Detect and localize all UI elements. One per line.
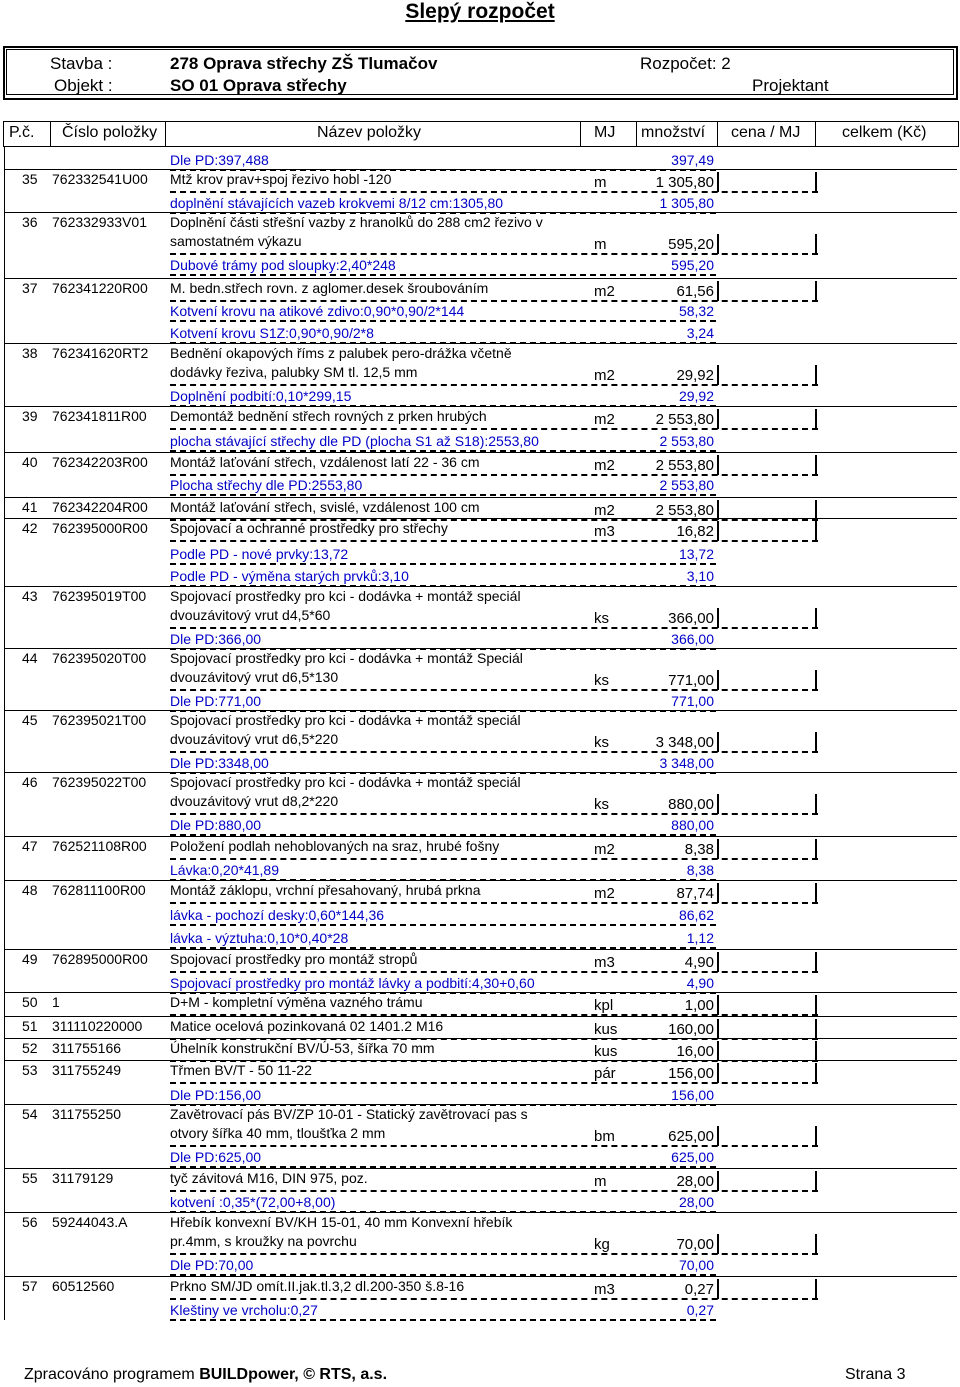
item-unit: m2 bbox=[594, 283, 615, 300]
row-separator bbox=[5, 949, 957, 950]
item-name-line: Demontáž bednění střech rovných z prken hrubých bbox=[170, 408, 487, 424]
subcalc-text: Dle PD:397,488 bbox=[170, 152, 269, 168]
item-name-line: Spojovací prostředky pro kci - dodávka + montáž speciál bbox=[170, 774, 521, 790]
col-celkem: celkem (Kč) bbox=[842, 124, 927, 141]
subcalc-quantity: 58,32 bbox=[678, 303, 714, 319]
total-box-tick bbox=[815, 1063, 817, 1083]
price-box-tick bbox=[717, 409, 719, 429]
item-unit: kus bbox=[594, 1043, 618, 1060]
col-nazev: Název položky bbox=[317, 124, 422, 141]
subcalc-text: lávka - výztuha:0,10*0,40*28 bbox=[170, 930, 349, 946]
item-unit: m bbox=[594, 174, 607, 191]
item-name-line: dvouzávitový vrut d4,5*60 bbox=[170, 607, 331, 623]
item-quantity: 3 348,00 bbox=[655, 734, 714, 751]
price-box-tick bbox=[717, 500, 719, 520]
row-dash bbox=[170, 1253, 818, 1255]
item-code: 762332933V01 bbox=[52, 214, 147, 230]
price-box-tick bbox=[717, 1063, 719, 1083]
subcalc-text: Plocha střechy dle PD:2553,80 bbox=[170, 477, 363, 493]
total-box-tick bbox=[815, 670, 817, 690]
item-quantity: 61,56 bbox=[676, 283, 714, 300]
row-separator bbox=[5, 212, 957, 213]
subcalc-quantity: 3,10 bbox=[686, 568, 714, 584]
item-code: 311755250 bbox=[52, 1106, 122, 1122]
footer-company: BUILDpower, © RTS, a.s. bbox=[199, 1366, 388, 1383]
item-name-line: pr.4mm, s kroužky na povrchu bbox=[170, 1233, 357, 1249]
subcalc-quantity: 29,92 bbox=[678, 388, 714, 404]
item-code: 311755249 bbox=[52, 1062, 122, 1078]
item-unit: m2 bbox=[594, 411, 615, 428]
item-code: 762395022T00 bbox=[52, 774, 147, 790]
price-box-tick bbox=[717, 365, 719, 385]
row-dash bbox=[170, 384, 818, 386]
price-box-tick bbox=[717, 995, 719, 1015]
row-separator bbox=[5, 1016, 957, 1017]
row-separator bbox=[5, 406, 957, 407]
item-unit: m2 bbox=[594, 885, 615, 902]
total-box-tick bbox=[815, 234, 817, 254]
item-quantity: 880,00 bbox=[668, 796, 714, 813]
total-box-tick bbox=[815, 455, 817, 475]
objekt-label: Objekt : bbox=[54, 76, 113, 95]
item-number: 46 bbox=[22, 774, 38, 790]
row-dash bbox=[170, 1190, 818, 1192]
item-quantity: 160,00 bbox=[668, 1021, 714, 1038]
subcalc-quantity: 1 305,80 bbox=[659, 195, 714, 211]
subcalc-quantity: 3,24 bbox=[686, 325, 714, 341]
item-quantity: 595,20 bbox=[668, 236, 714, 253]
stavba-label: Stavba : bbox=[50, 54, 113, 73]
item-code: 762395020T00 bbox=[52, 650, 147, 666]
item-quantity: 87,74 bbox=[676, 885, 714, 902]
subcalc-text: kotvení :0,35*(72,00+8,00) bbox=[170, 1194, 336, 1210]
subcalc-text: Kleštiny ve vrcholu:0,27 bbox=[170, 1302, 318, 1318]
subcalc-quantity: 86,62 bbox=[678, 907, 714, 923]
row-separator bbox=[5, 452, 957, 453]
item-unit: kg bbox=[594, 1236, 610, 1253]
item-code: 1 bbox=[52, 994, 60, 1010]
item-quantity: 0,27 bbox=[684, 1281, 714, 1298]
item-unit: ks bbox=[594, 796, 609, 813]
item-code: 762395021T00 bbox=[52, 712, 147, 728]
item-unit: ks bbox=[594, 734, 609, 751]
row-separator bbox=[5, 772, 957, 773]
subcalc-text: Dle PD:156,00 bbox=[170, 1087, 262, 1103]
item-code: 762395000R00 bbox=[52, 520, 148, 536]
total-box-tick bbox=[815, 732, 817, 752]
subcalc-text: lávka - pochozí desky:0,60*144,36 bbox=[170, 907, 385, 923]
item-quantity: 156,00 bbox=[668, 1065, 714, 1082]
subcalc-text: Doplnění podbití:0,10*299,15 bbox=[170, 388, 352, 404]
item-name-line: Bednění okapových říms z palubek pero-drážka včetně bbox=[170, 345, 512, 361]
subcalc-text: Dle PD:3348,00 bbox=[170, 755, 269, 771]
subcalc-dash bbox=[170, 494, 716, 496]
total-box-tick bbox=[815, 365, 817, 385]
subcalc-quantity: 156,00 bbox=[671, 1087, 714, 1103]
row-dash bbox=[170, 253, 818, 255]
total-box-tick bbox=[815, 1041, 817, 1061]
item-quantity: 625,00 bbox=[668, 1128, 714, 1145]
row-dash bbox=[170, 1298, 818, 1300]
item-quantity: 70,00 bbox=[676, 1236, 714, 1253]
price-box-tick bbox=[717, 952, 719, 972]
item-name-line: dvouzávitový vrut d6,5*220 bbox=[170, 731, 339, 747]
item-number: 38 bbox=[22, 345, 38, 361]
price-box-tick bbox=[717, 839, 719, 859]
subcalc-quantity: 2 553,80 bbox=[659, 477, 714, 493]
col-cislo: Číslo položky bbox=[62, 124, 158, 141]
item-code: 762341220R00 bbox=[52, 280, 148, 296]
price-box-tick bbox=[717, 670, 719, 690]
item-number: 40 bbox=[22, 454, 38, 470]
item-quantity: 1 305,80 bbox=[655, 174, 714, 191]
item-code: 31179129 bbox=[52, 1170, 114, 1186]
item-name-line: Prkno SM/JD omít.II.jak.tl.3,2 dl.200-350 š.8-16 bbox=[170, 1278, 465, 1294]
item-unit: m bbox=[594, 1173, 607, 1190]
subcalc-text: plocha stávající střechy dle PD (plocha S1 až S18):2553,80 bbox=[170, 433, 539, 449]
subcalc-text: Dle PD:880,00 bbox=[170, 817, 262, 833]
item-name-line: D+M - kompletní výměna vazného trámu bbox=[170, 994, 423, 1010]
item-number: 53 bbox=[22, 1062, 38, 1078]
item-name-line: Montáž laťování střech, svislé, vzdálenost 100 cm bbox=[170, 499, 480, 515]
page-title: Slepý rozpočet bbox=[405, 0, 555, 23]
item-code: 60512560 bbox=[52, 1278, 115, 1294]
total-box-tick bbox=[815, 1234, 817, 1254]
item-code: 762341620RT2 bbox=[52, 345, 149, 361]
subcalc-text: Spojovací prostředky pro montáž lávky a podbití:4,30+0,60 bbox=[170, 975, 535, 991]
price-box-tick bbox=[717, 1126, 719, 1146]
row-dash bbox=[170, 902, 818, 904]
total-box-tick bbox=[815, 608, 817, 628]
row-separator bbox=[5, 1060, 957, 1061]
row-separator bbox=[5, 586, 957, 587]
row-separator bbox=[5, 992, 957, 993]
item-name-line: Montáž laťování střech, vzdálenost latí 22 - 36 cm bbox=[170, 454, 480, 470]
item-name-line: M. bedn.střech rovn. z aglomer.desek šroubováním bbox=[170, 280, 489, 296]
item-name-line: dvouzávitový vrut d6,5*130 bbox=[170, 669, 339, 685]
item-code: 762395019T00 bbox=[52, 588, 147, 604]
subcalc-text: Dubové trámy pod sloupky:2,40*248 bbox=[170, 257, 396, 273]
row-dash bbox=[170, 971, 818, 973]
stavba-value: 278 Oprava střechy ZŠ Tlumačov bbox=[170, 54, 438, 73]
item-number: 39 bbox=[22, 408, 38, 424]
subcalc-quantity: 3 348,00 bbox=[659, 755, 714, 771]
item-unit: pár bbox=[594, 1065, 616, 1082]
row-dash bbox=[170, 191, 818, 193]
row-dash bbox=[170, 1082, 818, 1084]
total-box-tick bbox=[815, 1279, 817, 1299]
page-number: Strana 3 bbox=[845, 1366, 906, 1383]
item-number: 50 bbox=[22, 994, 38, 1010]
item-code: 762332541U00 bbox=[52, 171, 148, 187]
item-name-line: Spojovací prostředky pro kci - dodávka + montáž Speciál bbox=[170, 650, 523, 666]
item-unit: m2 bbox=[594, 367, 615, 384]
item-number: 49 bbox=[22, 951, 38, 967]
item-name-line: tyč závitová M16, DIN 975, poz. bbox=[170, 1170, 368, 1186]
row-separator bbox=[5, 1212, 957, 1213]
subcalc-dash bbox=[170, 924, 716, 926]
item-name-line: otvory šířka 40 mm, tloušťka 2 mm bbox=[170, 1125, 386, 1141]
total-box-tick bbox=[815, 281, 817, 301]
item-unit: kus bbox=[594, 1021, 618, 1038]
price-box-tick bbox=[717, 521, 719, 541]
item-quantity: 8,38 bbox=[684, 841, 714, 858]
item-number: 36 bbox=[22, 214, 38, 230]
subcalc-text: Lávka:0,20*41,89 bbox=[170, 862, 279, 878]
col-mj: MJ bbox=[594, 124, 616, 141]
row-separator bbox=[5, 1168, 957, 1169]
subcalc-dash bbox=[170, 274, 716, 276]
item-number: 42 bbox=[22, 520, 38, 536]
footer-prefix: Zpracováno programem bbox=[24, 1366, 200, 1383]
item-name-line: Spojovací prostředky pro montáž stropů bbox=[170, 951, 418, 967]
total-box-tick bbox=[815, 794, 817, 814]
row-dash bbox=[170, 474, 818, 476]
item-quantity: 771,00 bbox=[668, 672, 714, 689]
item-unit: m3 bbox=[594, 523, 615, 540]
subcalc-quantity: 625,00 bbox=[671, 1149, 714, 1165]
subcalc-quantity: 366,00 bbox=[671, 631, 714, 647]
row-separator bbox=[5, 343, 957, 344]
total-box-tick bbox=[815, 1019, 817, 1039]
row-separator bbox=[5, 1038, 957, 1039]
col-cena: cena / MJ bbox=[731, 124, 801, 141]
row-separator bbox=[5, 648, 957, 649]
item-quantity: 16,00 bbox=[676, 1043, 714, 1060]
subcalc-text: Podle PD - nové prvky:13,72 bbox=[170, 546, 349, 562]
item-number: 45 bbox=[22, 712, 38, 728]
row-dash bbox=[170, 689, 818, 691]
item-name-line: Třmen BV/T - 50 11-22 bbox=[170, 1062, 312, 1078]
item-number: 35 bbox=[22, 171, 38, 187]
subcalc-dash bbox=[170, 320, 716, 322]
item-quantity: 29,92 bbox=[676, 367, 714, 384]
item-number: 52 bbox=[22, 1040, 38, 1056]
subcalc-dash bbox=[170, 1319, 716, 1321]
item-unit: kpl bbox=[594, 997, 614, 1014]
total-box-tick bbox=[815, 839, 817, 859]
subcalc-text: Dle PD:70,00 bbox=[170, 1257, 254, 1273]
price-box-tick bbox=[717, 1234, 719, 1254]
price-box-tick bbox=[717, 1171, 719, 1191]
item-unit: bm bbox=[594, 1128, 615, 1145]
table-left-border bbox=[4, 146, 5, 1320]
item-code: 311110220000 bbox=[52, 1018, 143, 1034]
subcalc-quantity: 13,72 bbox=[678, 546, 714, 562]
item-name-line: Spojovací a ochranné prostředky pro střechy bbox=[170, 520, 448, 536]
subcalc-text: Kotvení krovu S1Z:0,90*0,90/2*8 bbox=[170, 325, 374, 341]
item-name-line: Položení podlah nehoblovaných na sraz, hrubé fošny bbox=[170, 838, 500, 854]
item-quantity: 2 553,80 bbox=[655, 502, 714, 519]
price-box-tick bbox=[717, 883, 719, 903]
footer-program bbox=[24, 1366, 387, 1384]
objekt-value: SO 01 Oprava střechy bbox=[170, 76, 347, 95]
item-number: 41 bbox=[22, 499, 38, 515]
row-separator bbox=[5, 1104, 957, 1105]
item-number: 44 bbox=[22, 650, 38, 666]
price-box-tick bbox=[717, 1019, 719, 1039]
total-box-tick bbox=[815, 409, 817, 429]
total-box-tick bbox=[815, 1171, 817, 1191]
item-number: 43 bbox=[22, 588, 38, 604]
subcalc-text: Podle PD - výměna starých prvků:3,10 bbox=[170, 568, 409, 584]
item-number: 57 bbox=[22, 1278, 38, 1294]
row-dash bbox=[170, 751, 818, 753]
price-box-tick bbox=[717, 732, 719, 752]
item-quantity: 2 553,80 bbox=[655, 411, 714, 428]
row-dash bbox=[170, 428, 818, 430]
row-dash bbox=[170, 627, 818, 629]
item-code: 762895000R00 bbox=[52, 951, 148, 967]
item-number: 55 bbox=[22, 1170, 38, 1186]
subcalc-text: Kotvení krovu na atikové zdivo:0,90*0,90/2*144 bbox=[170, 303, 465, 319]
row-dash bbox=[170, 858, 818, 860]
item-number: 47 bbox=[22, 838, 38, 854]
item-name-line: Úhelník konstrukční BV/Ú-53, šířka 70 mm bbox=[170, 1040, 435, 1056]
subcalc-quantity: 880,00 bbox=[671, 817, 714, 833]
subcalc-quantity: 70,00 bbox=[678, 1257, 714, 1273]
row-separator bbox=[5, 278, 957, 279]
item-number: 51 bbox=[22, 1018, 38, 1034]
item-unit: m2 bbox=[594, 502, 615, 519]
item-code: 762811100R00 bbox=[52, 882, 146, 898]
total-box-tick bbox=[815, 883, 817, 903]
col-mnozstvi: množství bbox=[641, 124, 706, 141]
rozpocet-number: Rozpočet: 2 bbox=[640, 54, 731, 73]
row-separator bbox=[5, 836, 957, 837]
subcalc-quantity: 8,38 bbox=[686, 862, 714, 878]
subcalc-quantity: 771,00 bbox=[671, 693, 714, 709]
item-name-line: Mtž krov prav+spoj řezivo hobl -120 bbox=[170, 171, 392, 187]
price-box-tick bbox=[717, 608, 719, 628]
subcalc-quantity: 0,27 bbox=[686, 1302, 714, 1318]
price-box-tick bbox=[717, 455, 719, 475]
total-box-tick bbox=[815, 1126, 817, 1146]
item-quantity: 4,90 bbox=[684, 954, 714, 971]
item-code: 762341811R00 bbox=[52, 408, 147, 424]
item-code: 762521108R00 bbox=[52, 838, 147, 854]
item-name-line: Doplnění části střešní vazby z hranolků do 288 cm2 řezivo v bbox=[170, 214, 543, 230]
item-name-line: samostatném výkazu bbox=[170, 233, 302, 249]
item-quantity: 1,00 bbox=[684, 997, 714, 1014]
item-number: 54 bbox=[22, 1106, 38, 1122]
row-separator bbox=[5, 497, 957, 498]
item-name-line: dvouzávitový vrut d8,2*220 bbox=[170, 793, 339, 809]
subcalc-quantity: 1,12 bbox=[686, 930, 714, 946]
item-unit: ks bbox=[594, 610, 609, 627]
item-name-line: Spojovací prostředky pro kci - dodávka + montáž speciál bbox=[170, 588, 521, 604]
total-box-tick bbox=[815, 172, 817, 192]
price-box-tick bbox=[717, 794, 719, 814]
subcalc-quantity: 28,00 bbox=[678, 1194, 714, 1210]
row-separator bbox=[5, 518, 957, 519]
subcalc-quantity: 4,90 bbox=[686, 975, 714, 991]
total-box-tick bbox=[815, 995, 817, 1015]
item-quantity: 16,82 bbox=[676, 523, 714, 540]
subcalc-quantity: 397,49 bbox=[671, 152, 714, 168]
item-unit: m3 bbox=[594, 954, 615, 971]
price-box-tick bbox=[717, 234, 719, 254]
item-unit: ks bbox=[594, 672, 609, 689]
item-code: 59244043.A bbox=[52, 1214, 128, 1230]
price-box-tick bbox=[717, 1279, 719, 1299]
row-separator bbox=[5, 710, 957, 711]
subcalc-text: doplnění stávajících vazeb krokvemi 8/12 cm:1305,80 bbox=[170, 195, 504, 211]
item-unit: m2 bbox=[594, 457, 615, 474]
total-box-tick bbox=[815, 500, 817, 520]
subcalc-text: Dle PD:771,00 bbox=[170, 693, 262, 709]
item-name-line: dodávky řeziva, palubky SM tl. 12,5 mm bbox=[170, 364, 418, 380]
row-dash bbox=[170, 813, 818, 815]
price-box-tick bbox=[717, 172, 719, 192]
item-name-line: Hřebík konvexní BV/KH 15-01, 40 mm Konvexní hřebík bbox=[170, 1214, 513, 1230]
price-box-tick bbox=[717, 281, 719, 301]
subcalc-text: Dle PD:366,00 bbox=[170, 631, 262, 647]
total-box-tick bbox=[815, 952, 817, 972]
item-quantity: 2 553,80 bbox=[655, 457, 714, 474]
subcalc-quantity: 2 553,80 bbox=[659, 433, 714, 449]
col-pc: P.č. bbox=[9, 124, 35, 141]
row-dash bbox=[170, 1145, 818, 1147]
item-unit: m2 bbox=[594, 841, 615, 858]
item-code: 762342203R00 bbox=[52, 454, 148, 470]
item-number: 48 bbox=[22, 882, 38, 898]
item-code: 311755166 bbox=[52, 1040, 122, 1056]
item-number: 56 bbox=[22, 1214, 38, 1230]
row-separator bbox=[5, 169, 957, 170]
item-quantity: 366,00 bbox=[668, 610, 714, 627]
subcalc-text: Dle PD:625,00 bbox=[170, 1149, 262, 1165]
row-separator bbox=[5, 1276, 957, 1277]
item-code: 762342204R00 bbox=[52, 499, 148, 515]
item-quantity: 28,00 bbox=[676, 1173, 714, 1190]
row-separator bbox=[5, 880, 957, 881]
subcalc-quantity: 595,20 bbox=[671, 257, 714, 273]
total-box-tick bbox=[815, 521, 817, 541]
item-name-line: Zavětrovací pás BV/ZP 10-01 - Statický zavětrovací pas s bbox=[170, 1106, 528, 1122]
item-number: 37 bbox=[22, 280, 38, 296]
item-unit: m bbox=[594, 236, 607, 253]
subcalc-dash bbox=[170, 563, 716, 565]
price-box-tick bbox=[717, 1041, 719, 1061]
item-name-line: Montáž záklopu, vrchní přesahovaný, hrubá prkna bbox=[170, 882, 481, 898]
projektant-label: Projektant bbox=[752, 76, 829, 95]
item-name-line: Matice ocelová pozinkovaná 02 1401.2 M16 bbox=[170, 1018, 444, 1034]
row-dash bbox=[170, 540, 818, 542]
item-name-line: Spojovací prostředky pro kci - dodávka + montáž speciál bbox=[170, 712, 521, 728]
item-unit: m3 bbox=[594, 1281, 615, 1298]
row-dash bbox=[170, 300, 818, 302]
